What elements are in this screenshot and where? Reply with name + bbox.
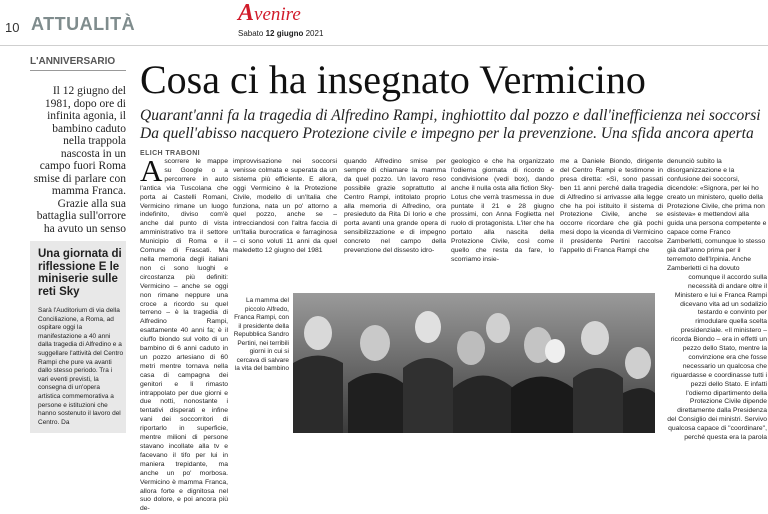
box-text: Sarà l'Auditorium di via della Conciliazione, a Roma, ad ospitare oggi la manifestazione a 40 anni dalla tragedia di Alfredino e a suggellare l'attività del Centro Rampi che pure va avanti dallo stesso periodo. Tra i vari eventi previsti, la consegna di un'opera artistica commemorativa a persone e istituzioni che hanno sostenuto il lavoro del Centro. Da	[38, 307, 124, 426]
date-year: 2021	[305, 29, 324, 38]
logo-initial: A	[238, 0, 255, 26]
date-weekday: Sabato	[238, 29, 264, 38]
article-column-5: me a Daniele Biondo, dirigente del Centro Rampi e testimone in presa diretta: «Sì, sono passati ben 11 anni perché dalla tragedia di Alfredino si arrivasse alla legge che ha poi istituito il sistema di Protezione Civile, anche se occorre ricordare che già pochi mesi dopo la vicenda di Vermicino il presidente Pertini raccolse l'appello di Franca Rampi che	[560, 158, 663, 255]
column-6-text-a: denunciò subito la disorganizzazione e la confusione dei soccorsi, dicendole: «Signora, per lei ho creato un ministero, quello della Protezione Civile, che prima non esisteva» e mettendovi alla guida una persona competente e capace come Franco Zamberletti, comunque lo stesso già dall'anno prima per il terremoto dell'Irpinia. Anche Zamberletti ci ha dovuto	[667, 158, 767, 272]
logo-rest: venire	[254, 4, 301, 25]
article-photo	[293, 293, 655, 433]
section-label: ATTUALITÀ	[31, 14, 136, 34]
article-column-2: improvvisazione nei soccorsi venisse colmata e superata da un sistema più efficiente. E allora, oggi Vermicino è la Protezione Civile, modello di un'Italia che funziona, nata un po' attorno a quel pozzo, anche se – intrecciandosi con l'altra faccia di un'Italia burocratica e farraginosa – ci sono voluti 11 anni da quel maledetto 12 giugno del 1981	[233, 158, 337, 255]
article-subtitle: Quarant'anni fa la tragedia di Alfredino Rampi, inghiottito dal pozzo e dall'inefficienza nei soccorsi Da quell'abisso nacquero Protezione civile e impegno per la prevenzione. Una sfida ancora aperta	[140, 107, 761, 142]
photo-caption: La mamma del piccolo Alfredo, Franca Rampi, con il presidente della Repubblica Sandro Pertini, nei terribili giorni in cui si cercava di salvare la vita del bambino	[233, 297, 289, 372]
article-column-4: geologico e che ha organizzato l'odierna giornata di ricordo e condivisione (vedi box), dando anche il nulla osta alla fiction Sky-Lotus che verrà trasmessa in due puntate il 21 e 28 giugno prossimi, con Anna Foglietta nel ruolo di protagonista. L'iter che ha portato alla nascita della Protezione Civile, così come quello che resta da fare, lo scorriamo insie-	[451, 158, 554, 263]
drop-cap: A	[140, 153, 163, 188]
column-1-text: scorrere le mappe su Google o a percorrere in auto l'antica via Tuscolana che porta ai Castelli Romani, Vermicino rimane un luogo indefinito, diviso com'è anche dal punto di vista amministrativo tra il settore Municipio di Roma e il Comune di Frascati. Ma nella memoria degli italiani non ci sono luoghi e circostanza più definiti: Vermicino – anche se oggi non rimane neppure una croce a ricordo su quel terreno – è la tragedia di Alfredino Rampi, esattamente 40 anni fa; è il ciuffo biondo sul volto di un bambino di 6 anni caduto in un pozzo artesiano di 60 metri mentre tornava nella casa di campagna dei genitori e lì rimasto intrappolato per due giorni e due notti, nonostante i tentativi disperati e infine vani dei soccorritori di riportarlo in superficie, mentre milioni di persone stavano incollate alla tv e facevano il tifo per lui in maniera trepidante, ma anche un po' morbosa. Vermicino è mamma Franca, allora forte e dignitosa nel suo dolore, e poi ancora più de-	[140, 158, 228, 513]
article-column-3: quando Alfredino smise per sempre di chiamare la mamma da quel pozzo. Un lavoro reso possibile grazie soprattutto al Centro Rampi, intitolato proprio alla memoria di Alfredino, ora presieduto da Rita Di Iorio e che porta avanti una grande opera di sensibilizzazione e di impegno concreto nel campo della prevenzione del dissesto idro-	[344, 158, 446, 255]
box-title: Una giornata di riflessione E le miniserie sulle reti Sky	[38, 248, 122, 298]
sidebar-summary: Il 12 giugno del 1981, dopo ore di infinita agonia, il bambino caduto nella trappola nascosta in un campo fuori Roma smise di parlare con mamma Franca. Grazie alla sua battaglia sull'orrore ha avuto un senso	[33, 85, 126, 235]
article-title: Cosa ci ha insegnato Vermicino	[140, 57, 646, 102]
issue-date	[238, 29, 323, 38]
date-day: 12 giugno	[265, 29, 304, 38]
article-byline: ELICH TRABONI	[140, 150, 201, 157]
column-6-text-b: comunque il accordo sulla necessità di andare oltre il Ministero e lui e Franca Rampi dicevano vita ad un sodalizio testardo e convinto per rimodulare quella scelta presidenziale. «Il ministero – ricorda Biondo – era in effetti un pezzo dello Stato, mentre la convinzione era che fosse necessario un qualcosa che riguardasse e coordinasse tutti i pezzi dello Stato. E infatti l'odierno dipartimento della Protezione Civile dipende direttamente dalla Presidenza del Consiglio dei ministri. Servivo qualcosa capace di "coordinare", perché questa era la parola	[667, 273, 767, 442]
photo-crowd-image	[293, 293, 655, 433]
page-number: 10	[5, 20, 20, 35]
newspaper-logo	[238, 0, 301, 26]
sidebar-kicker: L'ANNIVERSARIO	[30, 56, 126, 71]
article-column-6	[667, 158, 767, 442]
